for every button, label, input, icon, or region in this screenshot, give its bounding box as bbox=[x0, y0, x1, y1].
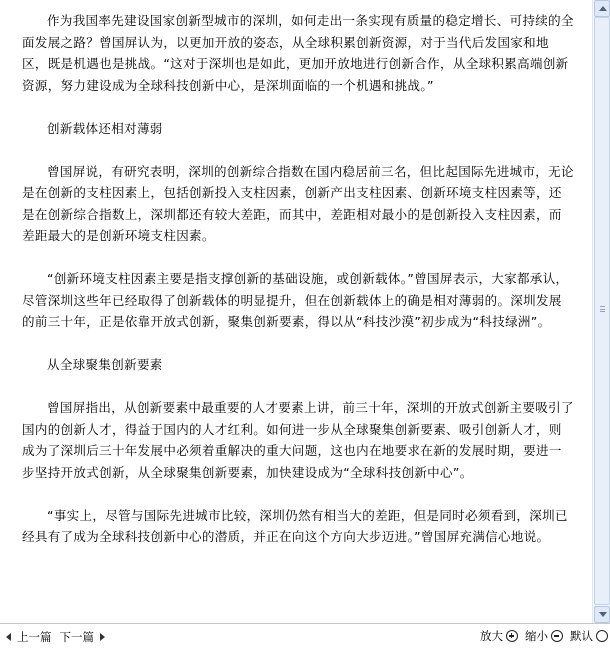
article-paragraph: “事实上，尽管与国际先进城市比较，深圳仍然有相当大的差距，但是同时必须看到，深圳已经具有了成为全球科技创新中心的潜质，并正在向这个方向大步迈进。”曾国屏充满信心地说。 bbox=[22, 507, 568, 544]
section-heading: 创新载体还相对薄弱 bbox=[47, 120, 163, 136]
article-navigation bbox=[6, 629, 105, 645]
article-paragraph: 作为我国率先建设国家创新型城市的深圳，如何走出一条实现有质量的稳定增长、可持续的全面发展之路？曾国屏认为，以更加开放的姿态，从全球积累创新资源，对于当代后发国家和地区，既是机遇也是挑战。“这对于深圳也是如此，更加开放地进行创新合作，从全球积累高端创新资源，努力建设成为全球科技创新中心，是深圳面临的一个机遇和挑战。” bbox=[22, 13, 574, 93]
zoom-in-button[interactable] bbox=[480, 628, 518, 644]
vertical-scrollbar[interactable] bbox=[592, 0, 610, 623]
triangle-right-icon[interactable] bbox=[100, 633, 105, 641]
bottom-toolbar bbox=[0, 623, 610, 663]
minus-circle-icon bbox=[551, 630, 563, 642]
zoom-default-label: 默认 bbox=[570, 629, 593, 643]
prev-article-link[interactable]: 上一篇 bbox=[17, 630, 52, 644]
scroll-down-button[interactable] bbox=[594, 606, 610, 623]
section-heading: 从全球聚集创新要素 bbox=[47, 357, 163, 372]
plus-circle-icon bbox=[506, 630, 518, 642]
article-paragraph: 曾国屏说，有研究表明，深圳的创新综合指数在国内稳居前三名，但比起国际先进城市，无论是在创新的支柱因素上，包括创新投入支柱因素，创新产出支柱因素、创新环境支柱因素等，还是在创新综合指数上，深圳都还有较大差距，而其中，差距相对最小的是创新投入支柱因素，而差距最大的是创新环境支柱因素。 bbox=[22, 163, 574, 243]
next-article-link[interactable]: 下一篇 bbox=[59, 630, 94, 644]
triangle-left-icon[interactable] bbox=[6, 633, 11, 641]
zoom-in-label: 放大 bbox=[480, 629, 503, 643]
arrow-down-icon bbox=[599, 612, 607, 617]
zoom-controls bbox=[473, 628, 608, 644]
scroll-up-button[interactable] bbox=[594, 0, 610, 17]
zoom-default-button[interactable] bbox=[570, 628, 608, 644]
article-paragraph: “创新环境支柱因素主要是指支撑创新的基础设施，或创新载体。”曾国屏表示，大家都承认，尽管深圳这些年已经取得了创新载体的明显提升，但在创新载体上的确是相对薄弱的。深圳发展的前三十年，正是依靠开放式创新，聚集创新要素，得以从“科技沙漠”初步成为“科技绿洲”。 bbox=[22, 271, 569, 329]
scrollbar-thumb[interactable] bbox=[594, 17, 610, 605]
article-paragraph: 曾国屏指出，从创新要素中最重要的人才要素上讲，前三十年，深圳的开放式创新主要吸引了国内的创新人才，得益于国内的人才红利。如何进一步从全球聚集创新要素、吸引创新人才，则成为了深圳后三十年发展中必须着重解决的重大问题，这也内在地要求在新的发展时期，要进一步坚持开放式创新，从全球聚集创新要素，加快建设成为“全球科技创新中心”。 bbox=[22, 400, 574, 480]
zoom-out-label: 缩小 bbox=[525, 629, 548, 643]
zoom-out-button[interactable] bbox=[525, 628, 563, 644]
circle-icon bbox=[596, 630, 608, 642]
arrow-up-icon bbox=[599, 6, 607, 11]
grip-icon bbox=[600, 306, 605, 312]
